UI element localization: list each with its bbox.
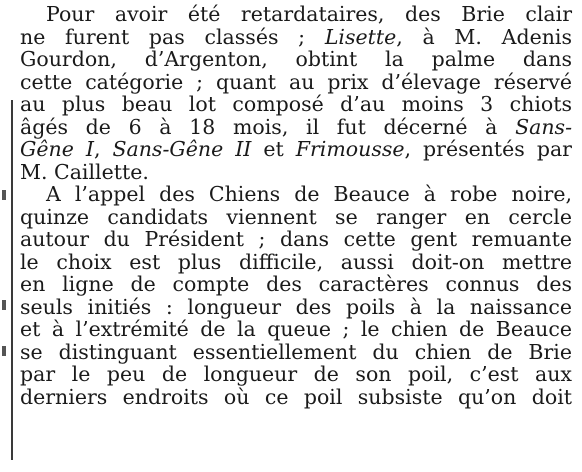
margin-rule	[11, 100, 13, 460]
text-line: cette catégorie ; quant au prix d’élevage réservé	[20, 69, 572, 94]
text-line: Gêne I, Sans-Gêne II et Frimousse, présentés par	[20, 137, 572, 161]
text-line: ne furent pas classés ; Lisette, à M. Adenis	[20, 24, 572, 49]
margin-mark	[2, 346, 6, 356]
text-line: M. Caillette.	[20, 159, 149, 184]
margin-mark	[2, 190, 6, 200]
text-line: le choix est plus difficile, aussi doit-on mettre	[20, 249, 572, 274]
text-line: âgés de 6 à 18 mois, il fut décerné à Sans-	[20, 114, 572, 139]
text-line: Gourdon, d’Argenton, obtint la palme dans	[20, 47, 572, 71]
text-line: seuls initiés : longueur des poils à la naissance	[20, 294, 572, 319]
text-line: en ligne de compte des caractères connus des	[20, 272, 572, 296]
article-text	[20, 3, 572, 408]
text-line: au plus beau lot composé d’au moins 3 chiots	[20, 92, 572, 116]
text-line: par le peu de longueur de son poil, c’est aux	[20, 362, 572, 386]
text-line: et à l’extrémité de la queue ; le chien de Beauce	[20, 317, 572, 341]
text-line: derniers endroits où ce poil subsiste qu’on doit	[20, 384, 572, 409]
text-line: quinze candidats viennent se ranger en cercle	[20, 204, 572, 229]
text-line: autour du Président ; dans cette gent remuante	[20, 227, 572, 251]
text-line: Pour avoir été retardataires, des Brie clair	[46, 2, 572, 26]
text-line: se distinguant essentiellement du chien de Brie	[20, 339, 572, 364]
text-line: A l’appel des Chiens de Beauce à robe noire,	[46, 182, 572, 206]
margin-mark	[2, 300, 6, 310]
